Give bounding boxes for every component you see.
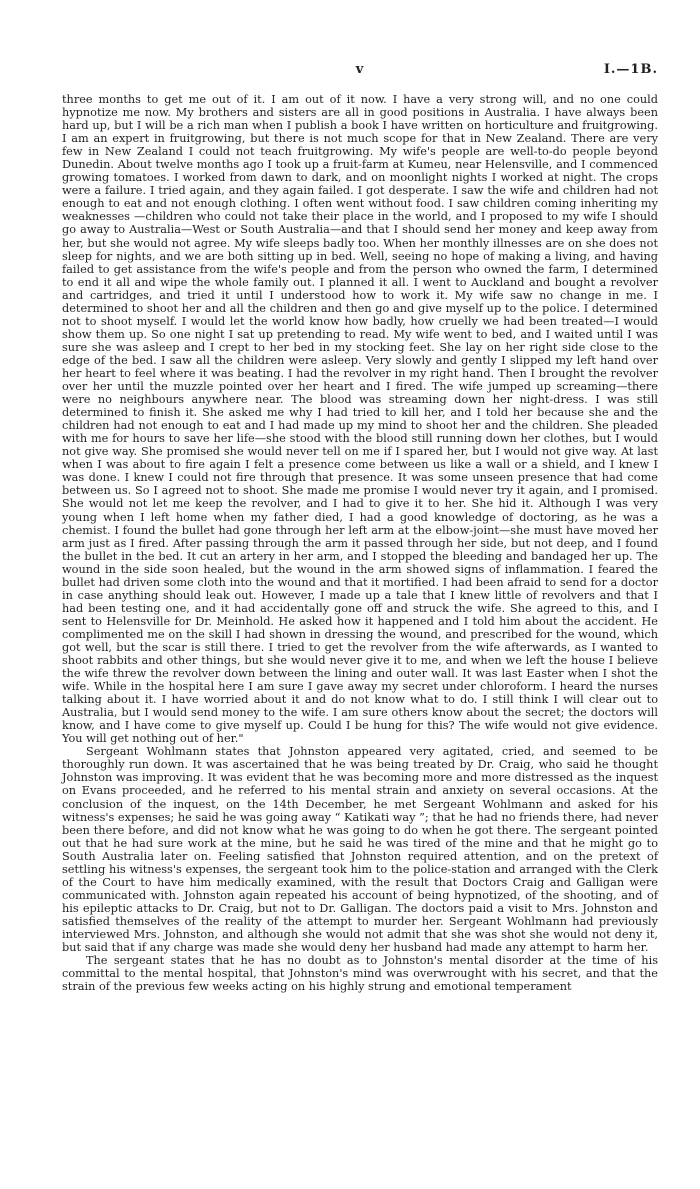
paragraph-statement: three months to get me out of it. I am out of it now. I have a very strong will, and no one could hypnotize me now. My brothers and sisters are all in good positions in Australia. I have always been hard up, but I will be a rich man when I publish a book I have written on horticulture and fruitgrowing. I am an expert in fruitgrowing, but there is not much scope for that in New Zealand. There are very few in New Zealand I could not teach fruitgrowing. My wife's people are well-to-do people beyond Dunedin. About twelve months ago I took up a fruit-farm at Kumeu, near Helensville, and I commenced growing tomatoes. I worked from dawn to dark, and on moonlight nights I worked at night. The crops were a failure. I tried again, and they again failed. I got desperate. I saw the wife and children had not enough to eat and not enough clothing. I often went without food. I saw children coming inheriting my weaknesses —children who could not take their place in the world, and I proposed to my wife I should go away to Australia—West or South Australia—and that I should send her money and keep away from her, but she would not agree. My wife sleeps badly too. When her monthly illnesses are on she does not sleep for nights, and we are both sitting up in bed. Well, seeing no hope of making a living, and having failed to get assistance from the wife's people and from the person who owned the farm, I determined to end it all and wipe the whole family out. I planned it all. I went to Auckland and bought a revolver and cartridges, and tried it until I understood how to work it. My wife saw no change in me. I determined to shoot her and all the children and then go and give myself up to the police. I determined not to shoot myself. I would let the world know how badly, how cruelly we had been treated—I would show them up. So one night I sat up pretending to read. My wife went to bed, and I waited until I was sure she was asleep and I crept to her bed in my stocking feet. She lay on her right side close to the edge of the bed. I saw all the children were asleep. Very slowly and gently I slipped my left hand over her heart to feel where it was beating. I had the revolver in my right hand. Then I brought the revolver over her until the muzzle pointed over her heart and I fired. The wife jumped up screaming—there were no neighbours anywhere near. The blood was streaming down her night-dress. I was still determined to finish it. She asked me why I had tried to kill her, and I told her because she and the children had not enough to eat and I had made up my mind to shoot her and the children. She pleaded with me for hours to save her life—she stood with the blood still running down her clothes, but I would not give way. She promised she would never tell on me if I spared her, but I would not give way. At last when I was about to fire again I felt a presence come between us like a wall or a shield, and I knew I was done. I knew I could not fire through that presence. It was some unseen presence that had come between us. So I agreed not to shoot. She made me promise I would never try it again, and I promised. She would not let me keep the revolver, and I had to give it to her. She hid it. Although I was very young when I left home when my father died, I had a good knowledge of doctoring, as he was a chemist. I found the bullet had gone through her left arm at the elbow-joint—she must have moved her arm just as I fired. After passing through the arm it passed through her side, but not deep, and I found the bullet in the bed. It cut an artery in her arm, and I stopped the bleeding and bandaged her up. The wound in the side soon healed, but the wound in the arm showed signs of inflammation. I feared the bullet had driven some cloth into the wound and that it mortified. I had been afraid to send for a doctor in case anything should leak out. However, I made up a tale that I knew little of revolvers and that I had been testing one, and it had accidentally gone off and struck the wife. She agreed to this, and I sent to Helensville for Dr. Meinhold. He asked how it happened and I told him about the accident. He complimented me on the skill I had shown in dressing the wound, and prescribed for the wound, which got well, but the scar is still there. I tried to get the revolver from the wife afterwards, as I wanted to shoot rabbits and other things, but she would never give it to me, and when we left the house I believe the wife threw the revolver down between the lining and outer wall. It was last Easter when I shot the wife. While in the hospital here I am sure I gave away my secret under chloroform. I heard the nurses talking about it. I have worried about it and do not know what to do. I still think I will clear out to Australia, but I would send money to the wife. I am sure others know about the secret; the doctors will know, and I have come to give myself up. Could I be hung for this? The wife would not give evidence. You will get nothing out of her." [62, 93, 658, 746]
page-number: v [355, 62, 365, 77]
paragraph-sergeant-report: Sergeant Wohlmann states that Johnston appeared very agitated, cried, and seemed to be thoroughly run down. It was ascertained that he was being treated by Dr. Craig, who said he thought Johnston was improving. It was evident that he was becoming more and more distressed as the inquest on Evans proceeded, and he referred to his mental strain and anxiety on several occasions. At the conclusion of the inquest, on the 14th December, he met Sergeant Wohlmann and asked for his witness's expenses; he said he was going away “ Katikati way ”; that he had no friends there, had never been there before, and did not know what he was going to do when he got there. The sergeant pointed out that he had sure work at the mine, but he said he was tired of the mine and that he might go to South Australia later on. Feeling satisfied that Johnston required attention, and on the pretext of settling his witness's expenses, the sergeant took him to the police-station and arranged with the Clerk of the Court to have him medically examined, with the result that Doctors Craig and Galligan were communicated with. Johnston again repeated his account of being hypnotized, of the shooting, and of his epileptic attacks to Dr. Craig, but not to Dr. Galligan. The doctors paid a visit to Mrs. Johnston and satisfied themselves of the reality of the attempt to murder her. Sergeant Wohlmann had previously interviewed Mrs. Johnston, and although she would not admit that she was shot she would not deny it, but said that if any charge was made she would deny her husband had made any attempt to harm her. [62, 745, 658, 955]
body-text [62, 93, 658, 993]
document-reference: I.—1B. [603, 62, 658, 77]
paragraph-sergeant-conclusion: The sergeant states that he has no doubt as to Johnston's mental disorder at the time of his committal to the mental hospital, that Johnston's mind was overwrought with his secret, and that the strain of the previous few weeks acting on his highly strung and emotional temperament [62, 954, 658, 994]
page-header [62, 62, 658, 82]
